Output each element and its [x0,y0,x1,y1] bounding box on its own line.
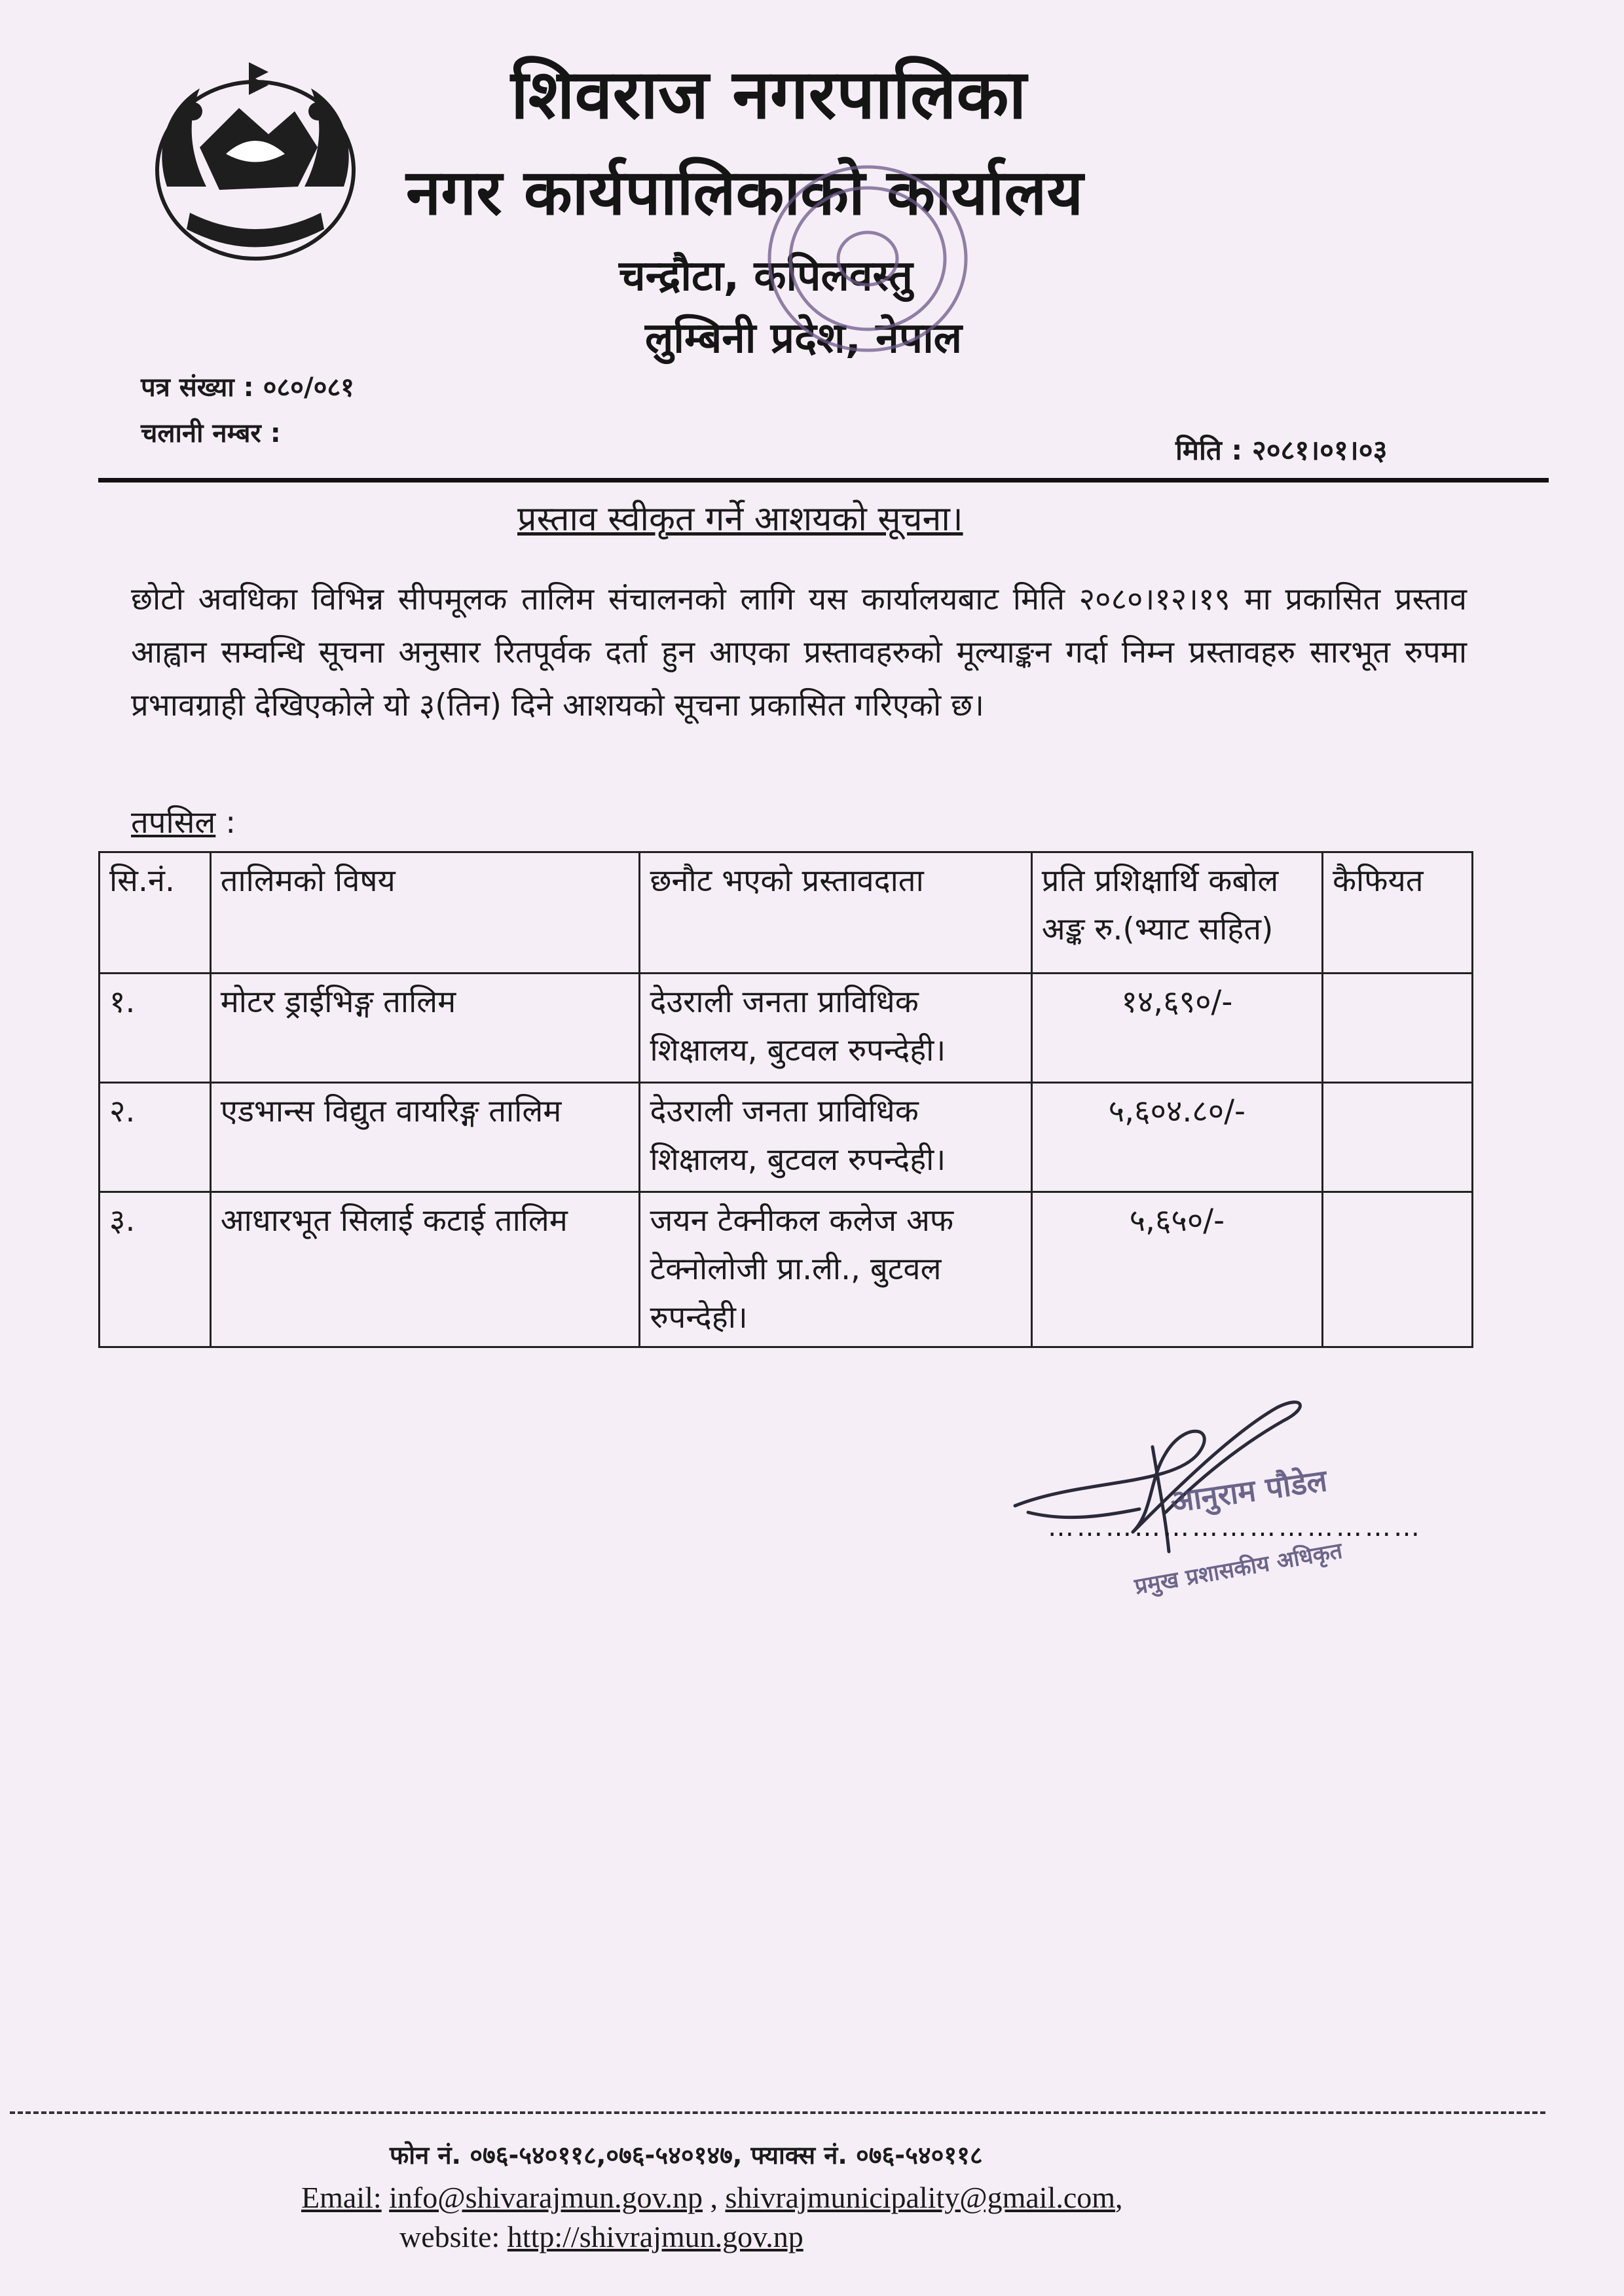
cell-training: एडभान्स विद्युत वायरिङ्ग तालिम [210,1083,640,1192]
table-row [100,974,1473,1083]
dispatch-number: चलानी नम्बर : [141,418,281,448]
office-name: नगर कार्यपालिकाको कार्यालय [406,156,1084,229]
table-row [100,1192,1473,1347]
email-trailing-comma: , [1115,2181,1123,2214]
cell-amount: ५,६०४.८०/- [1031,1083,1322,1192]
website-link[interactable]: http://shivrajmun.gov.np [507,2220,803,2253]
website-label: website: [399,2220,500,2253]
cell-training: आधारभूत सिलाई कटाई तालिम [210,1192,640,1347]
proposal-table [98,851,1473,1348]
cell-training: मोटर ड्राईभिङ्ग तालिम [210,974,640,1083]
cell-provider: जयन टेक्नीकल कलेज अफ टेक्नोलोजी प्रा.ली., बुटवल रुपन्देही। [640,1192,1031,1347]
table-row [100,1083,1473,1192]
footer-divider [10,2111,1545,2114]
signature-name-stamp: आनुराम पौडेल [1168,1462,1329,1520]
email-separator: , [703,2181,726,2214]
email-link-info[interactable]: info@shivarajmun.gov.np [389,2181,703,2214]
email-link-gmail[interactable]: shivrajmunicipality@gmail.com [725,2181,1116,2214]
nepal-emblem-logo [128,49,383,278]
footer-website [399,2219,803,2254]
col-header-amount: प्रति प्रशिक्षार्थि कबोल अङ्क रु.(भ्याट सहित) [1031,852,1322,974]
cell-remarks [1322,974,1472,1083]
col-header-training: तालिमको विषय [210,852,640,974]
cell-amount: १४,६९०/- [1031,974,1322,1083]
notice-subject: प्रस्ताव स्वीकृत गर्ने आशयको सूचना। [517,500,963,539]
details-label [131,800,236,842]
officer-signature [1002,1381,1500,1617]
col-header-provider: छनौट भएको प्रस्तावदाता [640,852,1031,974]
letter-date: मिति : २०८१।०१।०३ [1175,434,1388,466]
notice-body: छोटो अवधिका विभिन्न सीपमूलक तालिम संचालनको लागि यस कार्यालयबाट मिति २०८०।१२।१९ मा प्रकासित प्रस्ताव आह्वान सम्वन्धि सूचना अनुसार रितपूर्वक दर्ता हुन आएका प्रस्तावहरुको मूल्याङ्कन गर्दा निम्न प्रस्तावहरु सारभूत रुपमा प्रभावग्राही देखिएकोले यो ३(तिन) दिने आशयको सूचना प्रकासित गरिएको छ। [131,581,1467,723]
footer-phone: फोन नं. ०७६-५४०११८,०७६-५४०१४७, फ्याक्स नं. ०७६-५४०११८ [390,2141,983,2170]
cell-serial: ३. [100,1192,211,1347]
cell-serial: १. [100,974,211,1083]
cell-remarks [1322,1083,1472,1192]
letter-number: पत्र संख्या : ०८०/०८१ [141,373,354,403]
cell-remarks [1322,1192,1472,1347]
official-stamp [753,151,982,367]
municipality-name: शिवराज नगरपालिका [511,54,1027,134]
header-divider [98,478,1549,483]
cell-provider: देउराली जनता प्राविधिक शिक्षालय, बुटवल रुपन्देही। [640,1083,1031,1192]
signature-dotted-line: ………………………………… [1048,1512,1422,1542]
office-province: लुम्बिनी प्रदेश, नेपाल [645,314,963,363]
cell-amount: ५,६५०/- [1031,1192,1322,1347]
signature-title-stamp: प्रमुख प्रशासकीय अधिकृत [1132,1537,1344,1600]
table-header-row [100,852,1473,974]
details-label-text: तपसिल [131,805,216,841]
col-header-serial: सि.नं. [100,852,211,974]
cell-serial: २. [100,1083,211,1192]
email-label: Email: [301,2181,382,2214]
office-location: चन्द्रौटा, कपिलवस्तु [619,252,913,301]
footer-emails [301,2180,1123,2215]
details-label-colon: : [215,805,236,841]
col-header-remarks: कैफियत [1322,852,1472,974]
cell-provider: देउराली जनता प्राविधिक शिक्षालय, बुटवल रुपन्देही। [640,974,1031,1083]
